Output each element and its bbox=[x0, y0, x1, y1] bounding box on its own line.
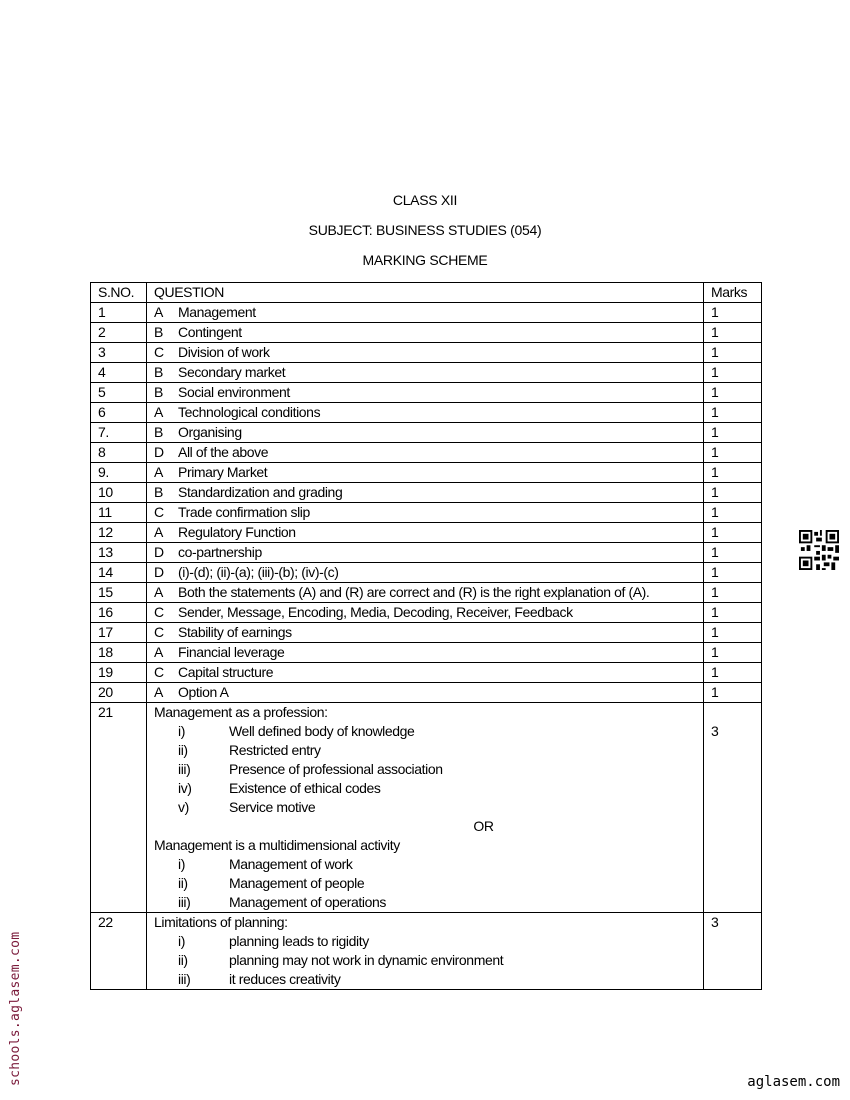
list-item bbox=[154, 893, 703, 912]
option-letter: C bbox=[154, 344, 164, 360]
mcq-rows bbox=[91, 303, 762, 703]
option-letter: A bbox=[154, 404, 163, 420]
sno-cell: 7. bbox=[91, 423, 147, 443]
sno-cell: 21 bbox=[91, 703, 147, 913]
answer-cell bbox=[147, 523, 704, 543]
marks-cell: 1 bbox=[704, 323, 762, 343]
option-letter: C bbox=[154, 664, 164, 680]
marks-cell: 1 bbox=[704, 403, 762, 423]
list-item bbox=[154, 779, 703, 798]
sno-cell: 5 bbox=[91, 383, 147, 403]
answer-cell bbox=[147, 683, 704, 703]
list-number: iii) bbox=[178, 971, 191, 987]
marks-cell: 1 bbox=[704, 583, 762, 603]
table-header-row bbox=[91, 283, 762, 303]
sno-cell: 12 bbox=[91, 523, 147, 543]
option-letter: C bbox=[154, 604, 164, 620]
option-letter: A bbox=[154, 584, 163, 600]
option-letter: B bbox=[154, 324, 163, 340]
marks-cell: 1 bbox=[704, 343, 762, 363]
list-number: i) bbox=[178, 856, 185, 872]
answer-text: All of the above bbox=[178, 444, 269, 460]
marks-cell-21 bbox=[704, 703, 762, 913]
table-row bbox=[91, 503, 762, 523]
answer-text: Option A bbox=[178, 684, 229, 700]
q21-points bbox=[154, 722, 703, 817]
list-number: iv) bbox=[178, 780, 192, 796]
table-row bbox=[91, 423, 762, 443]
option-letter: B bbox=[154, 364, 163, 380]
table-row-22 bbox=[91, 913, 762, 990]
marks-cell: 1 bbox=[704, 303, 762, 323]
list-number: iii) bbox=[178, 894, 191, 910]
list-number: ii) bbox=[178, 875, 188, 891]
answer-text: Management bbox=[178, 304, 256, 320]
answer-text: Technological conditions bbox=[178, 404, 321, 420]
table-row bbox=[91, 583, 762, 603]
subject-heading: SUBJECT: BUSINESS STUDIES (054) bbox=[308, 222, 542, 238]
answer-text: Contingent bbox=[178, 324, 242, 340]
q21-points-alt bbox=[154, 855, 703, 912]
sno-cell: 8 bbox=[91, 443, 147, 463]
option-letter: D bbox=[154, 444, 164, 460]
table-row bbox=[91, 463, 762, 483]
list-number: ii) bbox=[178, 742, 188, 758]
option-letter: B bbox=[154, 484, 163, 500]
column-header-sno: S.NO. bbox=[91, 283, 147, 303]
answer-text: Sender, Message, Encoding, Media, Decoding, Receiver, Feedback bbox=[178, 604, 573, 620]
list-item bbox=[154, 970, 703, 989]
sno-cell: 13 bbox=[91, 543, 147, 563]
sno-cell: 20 bbox=[91, 683, 147, 703]
answer-cell bbox=[147, 583, 704, 603]
sno-cell: 16 bbox=[91, 603, 147, 623]
list-text: Restricted entry bbox=[229, 742, 321, 758]
list-number: ii) bbox=[178, 952, 188, 968]
list-number: i) bbox=[178, 933, 185, 949]
answer-cell bbox=[147, 423, 704, 443]
list-number: v) bbox=[178, 799, 189, 815]
answer-text: Regulatory Function bbox=[178, 524, 296, 540]
marks-cell: 1 bbox=[704, 503, 762, 523]
option-letter: A bbox=[154, 644, 163, 660]
table-row bbox=[91, 523, 762, 543]
list-number: i) bbox=[178, 723, 185, 739]
table-row bbox=[91, 383, 762, 403]
answer-text: Standardization and grading bbox=[178, 484, 343, 500]
table-row bbox=[91, 663, 762, 683]
list-text: Management of work bbox=[229, 856, 353, 872]
sno-cell: 9. bbox=[91, 463, 147, 483]
q22-intro: Limitations of planning: bbox=[154, 914, 288, 930]
table-row bbox=[91, 563, 762, 583]
list-item bbox=[154, 951, 703, 970]
answer-cell bbox=[147, 643, 704, 663]
marks-cell: 1 bbox=[704, 443, 762, 463]
answer-cell bbox=[147, 383, 704, 403]
list-text: Management of operations bbox=[229, 894, 386, 910]
marks-cell: 1 bbox=[704, 483, 762, 503]
q21-intro: Management as a profession: bbox=[154, 704, 328, 720]
marking-scheme-table bbox=[90, 282, 762, 990]
table-row bbox=[91, 403, 762, 423]
q21-intro-alt: Management is a multidimensional activity bbox=[154, 837, 400, 853]
marks-cell: 1 bbox=[704, 543, 762, 563]
answer-cell bbox=[147, 503, 704, 523]
list-text: planning leads to rigidity bbox=[229, 933, 369, 949]
table-row bbox=[91, 643, 762, 663]
marks-cell: 1 bbox=[704, 663, 762, 683]
sno-cell: 15 bbox=[91, 583, 147, 603]
answer-cell bbox=[147, 483, 704, 503]
list-text: Service motive bbox=[229, 799, 316, 815]
answer-text: Both the statements (A) and (R) are correct and (R) is the right explanation of (A). bbox=[178, 584, 650, 600]
sno-cell: 4 bbox=[91, 363, 147, 383]
table-row bbox=[91, 543, 762, 563]
list-item bbox=[154, 874, 703, 893]
answer-text: Stability of earnings bbox=[178, 624, 292, 640]
side-watermark: schools.aglasem.com bbox=[8, 931, 23, 1086]
list-text: Presence of professional association bbox=[229, 761, 443, 777]
answer-text: Trade confirmation slip bbox=[178, 504, 310, 520]
answer-cell bbox=[147, 363, 704, 383]
answer-text: Division of work bbox=[178, 344, 270, 360]
option-letter: A bbox=[154, 524, 163, 540]
answer-text: Financial leverage bbox=[178, 644, 285, 660]
answer-cell-22 bbox=[147, 913, 704, 990]
column-header-question: QUESTION bbox=[147, 283, 704, 303]
list-text: Management of people bbox=[229, 875, 365, 891]
list-item bbox=[154, 855, 703, 874]
answer-cell bbox=[147, 663, 704, 683]
table-row bbox=[91, 303, 762, 323]
list-item bbox=[154, 798, 703, 817]
or-separator: OR bbox=[473, 818, 494, 834]
marks-cell: 1 bbox=[704, 603, 762, 623]
answer-cell bbox=[147, 323, 704, 343]
marks-cell-22 bbox=[704, 913, 762, 990]
marks-value: 3 bbox=[711, 914, 719, 930]
sno-cell: 22 bbox=[91, 913, 147, 990]
sno-cell: 18 bbox=[91, 643, 147, 663]
sno-cell: 3 bbox=[91, 343, 147, 363]
list-item bbox=[154, 741, 703, 760]
marks-cell: 1 bbox=[704, 363, 762, 383]
sno-cell: 10 bbox=[91, 483, 147, 503]
marks-cell: 1 bbox=[704, 523, 762, 543]
answer-cell bbox=[147, 403, 704, 423]
marks-cell: 1 bbox=[704, 623, 762, 643]
marks-cell: 1 bbox=[704, 383, 762, 403]
option-letter: C bbox=[154, 624, 164, 640]
table-row bbox=[91, 343, 762, 363]
answer-text: Primary Market bbox=[178, 464, 268, 480]
sno-cell: 19 bbox=[91, 663, 147, 683]
list-item bbox=[154, 760, 703, 779]
sno-cell: 11 bbox=[91, 503, 147, 523]
list-text: Existence of ethical codes bbox=[229, 780, 381, 796]
marks-cell: 1 bbox=[704, 563, 762, 583]
table-row bbox=[91, 483, 762, 503]
option-letter: D bbox=[154, 564, 164, 580]
sno-cell: 2 bbox=[91, 323, 147, 343]
table-row bbox=[91, 683, 762, 703]
list-number: iii) bbox=[178, 761, 191, 777]
column-header-marks: Marks bbox=[704, 283, 762, 303]
answer-cell bbox=[147, 463, 704, 483]
option-letter: C bbox=[154, 504, 164, 520]
marks-cell: 1 bbox=[704, 683, 762, 703]
answer-text: Organising bbox=[178, 424, 242, 440]
answer-text: Social environment bbox=[178, 384, 290, 400]
sno-cell: 1 bbox=[91, 303, 147, 323]
option-letter: D bbox=[154, 544, 164, 560]
table-row bbox=[91, 603, 762, 623]
answer-text: co-partnership bbox=[178, 544, 262, 560]
answer-cell bbox=[147, 303, 704, 323]
marks-cell: 1 bbox=[704, 423, 762, 443]
answer-cell bbox=[147, 563, 704, 583]
answer-text: Secondary market bbox=[178, 364, 286, 380]
answer-cell bbox=[147, 603, 704, 623]
qr-code-icon bbox=[799, 530, 839, 570]
marks-value: 3 bbox=[711, 723, 719, 739]
list-text: planning may not work in dynamic environment bbox=[229, 952, 504, 968]
list-item bbox=[154, 932, 703, 951]
option-letter: B bbox=[154, 384, 163, 400]
table-row bbox=[91, 323, 762, 343]
answer-cell bbox=[147, 543, 704, 563]
marks-cell: 1 bbox=[704, 643, 762, 663]
answer-cell bbox=[147, 623, 704, 643]
answer-cell-21 bbox=[147, 703, 704, 913]
option-letter: A bbox=[154, 464, 163, 480]
class-heading: CLASS XII bbox=[392, 192, 458, 208]
table-row bbox=[91, 363, 762, 383]
answer-cell bbox=[147, 343, 704, 363]
answer-text: (i)-(d); (ii)-(a); (iii)-(b); (iv)-(c) bbox=[178, 564, 339, 580]
footer-watermark: aglasem.com bbox=[747, 1074, 840, 1090]
sno-cell: 6 bbox=[91, 403, 147, 423]
q22-points bbox=[154, 932, 703, 989]
list-text: Well defined body of knowledge bbox=[229, 723, 415, 739]
list-text: it reduces creativity bbox=[229, 971, 341, 987]
option-letter: A bbox=[154, 304, 163, 320]
option-letter: A bbox=[154, 684, 163, 700]
table-row bbox=[91, 623, 762, 643]
table-row-21 bbox=[91, 703, 762, 913]
list-item bbox=[154, 722, 703, 741]
sno-cell: 14 bbox=[91, 563, 147, 583]
answer-text: Capital structure bbox=[178, 664, 274, 680]
sno-cell: 17 bbox=[91, 623, 147, 643]
marks-cell: 1 bbox=[704, 463, 762, 483]
option-letter: B bbox=[154, 424, 163, 440]
answer-cell bbox=[147, 443, 704, 463]
marking-scheme-title: MARKING SCHEME bbox=[362, 252, 488, 268]
table-row bbox=[91, 443, 762, 463]
